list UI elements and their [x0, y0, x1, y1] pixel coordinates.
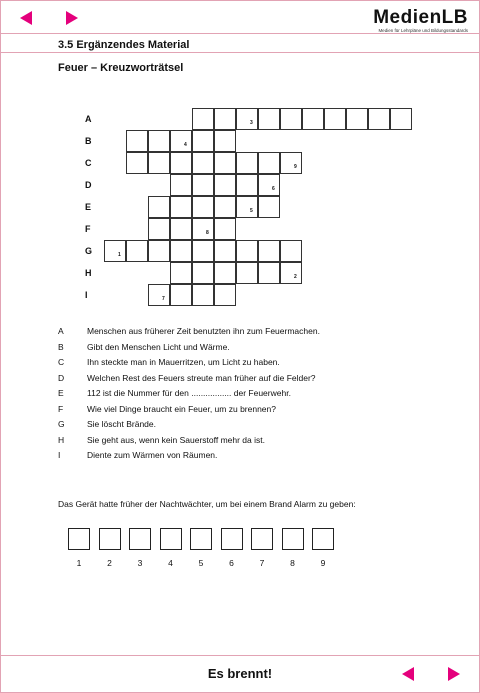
crossword-cell-number: 5 [250, 208, 253, 214]
clue-letter: F [58, 403, 64, 414]
crossword-cell[interactable] [192, 218, 214, 240]
solution-number: 6 [229, 558, 234, 568]
footer-title: Es brennt! [207, 666, 273, 681]
crossword-cell[interactable] [214, 108, 236, 130]
crossword-cell[interactable] [148, 240, 170, 262]
crossword-cell[interactable] [192, 240, 214, 262]
crossword-cell[interactable] [104, 240, 126, 262]
crossword-cell[interactable] [192, 174, 214, 196]
crossword-cell[interactable] [236, 196, 258, 218]
crossword-cell[interactable] [324, 108, 346, 130]
solution-number: 8 [290, 558, 295, 568]
crossword-cell[interactable] [214, 152, 236, 174]
crossword-cell[interactable] [170, 152, 192, 174]
crossword-cell[interactable] [170, 196, 192, 218]
crossword-cell[interactable] [214, 130, 236, 152]
crossword-cell-number: 6 [272, 186, 275, 192]
crossword-cell-number: 2 [294, 274, 297, 280]
clue-letter: D [58, 372, 65, 383]
crossword-cell[interactable] [126, 240, 148, 262]
crossword-cell[interactable] [192, 262, 214, 284]
crossword-cell-number: 1 [118, 252, 121, 258]
crossword-cell[interactable] [192, 196, 214, 218]
crossword-row-label: A [85, 114, 92, 124]
section-title: 3.5 Ergänzendes Material [58, 39, 190, 51]
crossword-cell[interactable] [236, 108, 258, 130]
clue-letter: E [58, 388, 64, 398]
solution-box[interactable] [221, 528, 243, 550]
crossword-cell[interactable] [214, 240, 236, 262]
clue-text: Welchen Rest des Feuers streute man früher auf die Felder? [87, 372, 316, 383]
crossword-cell[interactable] [258, 152, 280, 174]
crossword-cell[interactable] [214, 174, 236, 196]
solution-intro: Das Gerät hatte früher der Nachtwächter, um bei einem Brand Alarm zu geben: [58, 499, 356, 509]
crossword-cell[interactable] [126, 152, 148, 174]
clue-letter: B [58, 341, 64, 352]
solution-box[interactable] [282, 528, 304, 550]
footer-next-arrow-icon[interactable] [448, 667, 460, 681]
crossword-cell[interactable] [214, 218, 236, 240]
solution-number: 3 [137, 558, 143, 568]
crossword-cell[interactable] [236, 262, 258, 284]
solution-box[interactable] [129, 528, 151, 550]
crossword-cell[interactable] [280, 152, 302, 174]
clue-text: Menschen aus früherer Zeit benutzten ihn zum Feuermachen. [87, 326, 320, 336]
crossword-cell[interactable] [170, 130, 192, 152]
page-heading: Feuer – Kreuzworträtsel [58, 62, 184, 74]
crossword-row-label: D [85, 180, 92, 190]
solution-box[interactable] [251, 528, 273, 550]
clue-text: Sie löscht Brände. [87, 419, 156, 429]
crossword-row-label: E [85, 202, 92, 212]
crossword-cell-number: 3 [250, 120, 253, 126]
crossword-row-label: C [85, 158, 92, 168]
crossword-cell[interactable] [214, 262, 236, 284]
clue-letter: G [58, 419, 65, 429]
crossword-cell-number: 7 [162, 296, 165, 302]
crossword-cell[interactable] [280, 262, 302, 284]
crossword-cell[interactable] [126, 130, 148, 152]
crossword-cell[interactable] [258, 240, 280, 262]
crossword-cell-number: 8 [206, 230, 209, 236]
crossword-cell[interactable] [346, 108, 368, 130]
crossword-cell[interactable] [258, 174, 280, 196]
logo-title: MedienLB [373, 7, 468, 28]
solution-box[interactable] [68, 528, 90, 550]
crossword-cell[interactable] [258, 108, 280, 130]
solution-box[interactable] [190, 528, 212, 550]
solution-box[interactable] [160, 528, 182, 550]
clue-letter: I [58, 450, 61, 460]
crossword-cell[interactable] [258, 196, 280, 218]
solution-number: 9 [320, 558, 326, 568]
crossword-row-label: B [85, 136, 92, 146]
crossword-cell[interactable] [170, 174, 192, 196]
clue-letter: H [58, 434, 65, 445]
crossword-cell[interactable] [236, 240, 258, 262]
crossword-cell-number: 4 [184, 142, 187, 148]
crossword-cell[interactable] [280, 240, 302, 262]
clue-text: 112 ist die Nummer für den ................. der Feuerwehr. [87, 388, 291, 398]
logo-subtitle: Medien für Lehrpläne und Bildungsstandards [378, 28, 468, 33]
clue-text: Diente zum Wärmen von Räumen. [87, 450, 218, 460]
crossword-cell-number: 9 [294, 164, 297, 170]
crossword-cell[interactable] [148, 218, 170, 240]
crossword-cell[interactable] [192, 152, 214, 174]
crossword-cell[interactable] [368, 108, 390, 130]
crossword-cell[interactable] [170, 218, 192, 240]
crossword-grid [0, 0, 480, 320]
solution-number: 5 [198, 558, 204, 568]
footer-prev-arrow-icon[interactable] [402, 667, 414, 681]
crossword-row-label: F [85, 224, 91, 234]
solution-number: 4 [168, 558, 173, 568]
crossword-cell[interactable] [302, 108, 324, 130]
clue-text: Sie geht aus, wenn kein Sauerstoff mehr da ist. [87, 434, 265, 445]
crossword-cell[interactable] [148, 196, 170, 218]
crossword-row-label: H [85, 268, 92, 278]
crossword-cell[interactable] [148, 152, 170, 174]
clue-text: Gibt den Menschen Licht und Wärme. [87, 341, 230, 352]
crossword-cell[interactable] [390, 108, 412, 130]
crossword-cell[interactable] [214, 284, 236, 306]
crossword-cell[interactable] [170, 240, 192, 262]
solution-box[interactable] [312, 528, 334, 550]
solution-box[interactable] [99, 528, 121, 550]
clue-text: Wie viel Dinge braucht ein Feuer, um zu brennen? [87, 403, 276, 414]
crossword-cell[interactable] [192, 284, 214, 306]
footer-rule [0, 655, 480, 656]
crossword-cell[interactable] [236, 174, 258, 196]
solution-number: 1 [76, 558, 82, 568]
crossword-cell[interactable] [148, 284, 170, 306]
clue-letter: C [58, 357, 65, 367]
crossword-cell[interactable] [192, 130, 214, 152]
crossword-cell[interactable] [148, 130, 170, 152]
clue-text: Ihn steckte man in Mauerritzen, um Licht zu haben. [87, 357, 280, 367]
solution-number: 7 [259, 558, 265, 568]
crossword-row-label: G [85, 246, 93, 256]
crossword-cell[interactable] [258, 262, 280, 284]
solution-number: 2 [107, 558, 112, 568]
crossword-cell[interactable] [236, 152, 258, 174]
crossword-row-label: I [85, 290, 88, 300]
crossword-cell[interactable] [170, 262, 192, 284]
crossword-cell[interactable] [280, 108, 302, 130]
crossword-cell[interactable] [170, 284, 192, 306]
crossword-cell[interactable] [192, 108, 214, 130]
crossword-cell[interactable] [214, 196, 236, 218]
clue-letter: A [58, 326, 64, 336]
